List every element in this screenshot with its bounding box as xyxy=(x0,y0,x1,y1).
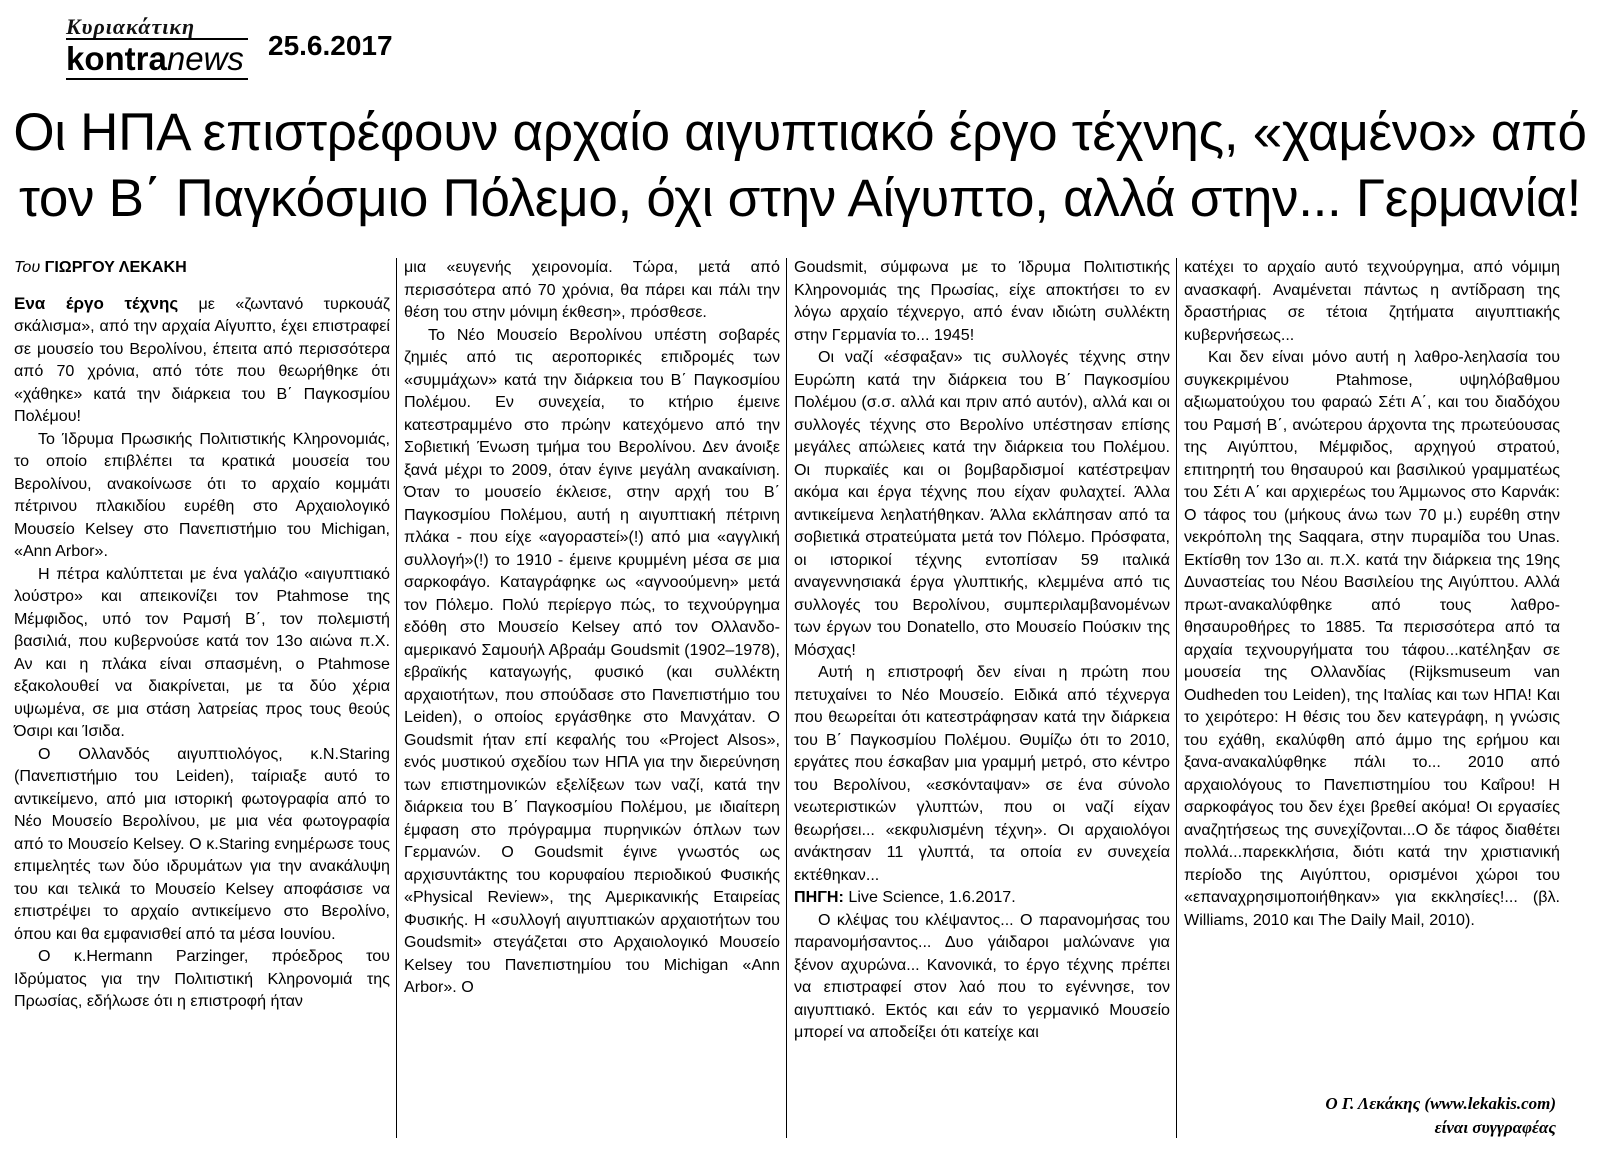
paragraph: κατέχει το αρχαίο αυτό τεχνούργημα, από νόμιμη ανασκαφή. Αναμένεται πάντως η αντίδραση της δραστήριας σε τέτοια ζητήματα αιγυπτιακής κυβερνήσεως... xyxy=(1184,258,1560,344)
source-text: Live Science, 1.6.2017. xyxy=(843,888,1016,906)
paragraph: μια «ευγενής χειρονομία. Τώρα, μετά από περισσότερα από 70 χρόνια, θα πάρει και πάλι την θέση του στην μόνιμη έκθεση», πρόσθεσε. xyxy=(404,258,780,321)
paragraph-text: με «ζωντανό τυρκουάζ σκάλισμα», από την αρχαία Αίγυπτο, έχει επιστραφεί σε μουσείο του Βερολίνου, έπειτα από περισσότερα από 70 χρόνια, από τότε που θεωρήθηκε ότι «χάθηκε» κατά την διάρκεια του Β΄ Παγκοσμίου Πολέμου! xyxy=(14,294,390,425)
paragraph: Το Νέο Μουσείο Βερολίνου υπέστη σοβαρές ζημιές από τις αεροπορικές επιδρομές των «συμμάχων» κατά την διάρκεια του Β΄ Παγκοσμίου Πολέμου. Εν συνεχεία, το κτήριο έμεινε κατεστραμμένο στο πρώην κατεχόμενο από την Σοβιετική Ένωση τμήμα του Βερολίνου. Δεν άνοιξε ξανά μέχρι το 2009, όταν έγινε μεγάλη ανακαίνιση. Όταν το μουσείο έκλεισε, στην αρχή του Β΄ Παγκοσμίου Πολέμου, αυτή η αιγυπτιακή πέτρινη πλάκα - που είχε «αγοραστεί»(!) από μια «αγγλική συλλογή»(!) το 1910 - έμεινε κρυμμένη μέσα σε μια σαρκοφάγο. Καταγράφηκε ως «αγνοούμενη» μετά τον Πόλεμο. Πολύ περίεργο πώς, το τεχνούργημα εδόθη στο Μουσείο Kelsey από τον Ολλανδο-αμερικανό Σαμουήλ Αβραάμ Goudsmit (1902–1978), εβραϊκής καταγωγής, φυσικό (και συλλέκτη αρχαιοτήτων, που σπούδασε στο Πανεπιστήμιο του Leiden), ο οποίος εργάσθηκε στο Μανχάταν. Ο Goudsmit ήταν επί κεφαλής του «Project Alsos», ενός μυστικού σχεδίου των ΗΠΑ για την διερεύνηση των επιστημονικών εξελίξεων των ναζί, κατά την διάρκεια του Β΄ Παγκοσμίου Πολέμου, με ιδιαίτερη έμφαση στο πρόγραμμα πυρηνικών όπλων των Γερμανών. Ο Goudsmit έγινε γνωστός ως αρχισυντάκτης του κορυφαίου περιοδικού Φυσικής «Physical Review», της Αμερικανικής Εταιρείας Φυσικής. Η «συλλογή αιγυπτιακών αρχαιοτήτων του Goudsmit» στεγάζεται στο Αρχαιολογικό Μουσείο Kelsey του Πανεπιστημίου του Michigan «Ann Arbor». Ο xyxy=(404,325,780,996)
paragraph: Ο κλέψας του κλέψαντος... Ο παρανομήσας του παρανομήσαντος... Δυο γάιδαροι μαλώνανε για ξένον αχυρώνα... Κανονικά, το έργο τέχνης πρέπει να επιστραφεί στον λαό που το εγέννησε, τον αιγυπτιακό. Εκτός και εάν το γερμανικό Μουσείο μπορεί να αποδείξει ότι κατείχε και xyxy=(794,910,1170,1041)
paragraph: Ο Ολλανδός αιγυπτιολόγος, κ.N.Staring (Πανεπιστήμιο του Leiden), ταίριαξε αυτό το αντικείμενο, από μια ιστορική φωτογραφία από το Νέο Μουσείο Βερολίνου, με μια νέα φωτογραφία από το Μουσείο Kelsey. Ο κ.Staring ενημέρωσε τους επιμελητές των δύο ιδρυμάτων για την ανακάλυψη του και τελικά το Μουσείο Kelsey αποφάσισε να επιστρέψει το αρχαίο αντικείμενο στο Βερολίνο, όπου και θα εμφανισθεί από τα μέσα Ιουνίου. xyxy=(14,744,390,943)
headline-line-1: Οι ΗΠΑ επιστρέφουν αρχαίο αιγυπτιακό έργο τέχνης, «χαμένο» από xyxy=(13,103,1587,162)
paragraph: Goudsmit, σύμφωνα με το Ίδρυμα Πολιτιστικής Κληρονομιάς της Πρωσίας, είχε αποκτήσει το εν λόγω αρχαίο τέχνεργο, από έναν ιδιώτη συλλέκτη στην Γερμανία το... 1945! xyxy=(794,258,1170,344)
article-body xyxy=(14,256,1574,1140)
source-label: ΠΗΓΗ: xyxy=(794,888,844,906)
lead-in: Ενα έργο τέχνης xyxy=(14,293,179,313)
article-column-1 xyxy=(14,256,390,1013)
paragraph: Και δεν είναι μόνο αυτή η λαθρο-λεηλασία του συγκεκριμένου Ptahmose, υψηλόβαθμου αξιωματούχου του φαραώ Σέτι Α΄, και του διαδόχου του Ραμσή Β΄, ανώτερου άρχοντα της πρωτεύουσας της Αιγύπτου, Μέμφιδος, αρχηγού στρατού, επιτηρητή του θησαυρού και βασιλικού γραμματέως του Σέτι Α΄ και αρχιερέως του Άμμωνος στο Καρνάκ: Ο τάφος του (μήκους άνω των 70 μ.) ευρέθη στην νεκρόπολη της Saqqara, στην πυραμίδα του Unas. Εκτίσθη τον 13ο αι. π.Χ. κατά την διάρκεια της 19ης Δυναστείας του Νέου Βασιλείου της Αιγύπτου. Αλλά πρωτ-ανακαλύφθηκε από τους λαθρο-θησαυροθήρες το 1885. Τα περισσότερα από τα αρχαία τεχνουργήματα του τάφου...κατέληξαν σε μουσεία της Ολλανδίας (Rijksmuseum van Oudheden του Leiden), της Ιταλίας και των ΗΠΑ! Και το χειρότερο: Η θέσις του δεν κατεγράφη, η γνώσις του εχάθη, εκαλύφθη από άμμο της ερήμου και ξανα-ανακαλύφθηκε πάλι το... 2010 από αρχαιολόγους το Πανεπιστημίου του Καΐρου! Η σαρκοφάγος του δεν έχει βρεθεί ακόμα! Οι εργασίες αναζητήσεως της συνεχίζονται...Ο δε τάφος διαθέτει πολλά...παρεκκλήσια, διότι κατά την χριστιανική περίοδο της Αιγύπτου, ορισμένοι χώροι του «επαναχρησιμοποιήθηκαν» για εκκλησίες!... (βλ. Williams, 2010 και The Daily Mail, 2010). xyxy=(1184,348,1560,929)
paragraph: Αυτή η επιστροφή δεν είναι η πρώτη που πετυχαίνει το Νέο Μουσείο. Ειδικά από τέχνεργα που θεωρείται ότι κατεστράφησαν κατά την διάρκεια του Β΄ Παγκοσμίου Πολέμου. Θυμίζω ότι το 2010, εργάτες που έσκαβαν μια γραμμή μετρό, στο κέντρο του Βερολίνου, «εσκόνταψαν» σε ένα σύνολο νεωτεριστικών γλυπτών, που οι ναζί είχαν θεωρήσει... «εκφυλισμένη τέχνη». Οι αρχαιολόγοι ανάκτησαν 11 γλυπτά, τα οποία εν συνεχεία εκτέθηκαν... xyxy=(794,663,1170,884)
issue-date: 25.6.2017 xyxy=(268,30,393,61)
paragraph: Το Ίδρυμα Πρωσικής Πολιτιστικής Κληρονομιάς, το οποίο επιβλέπει τα κρατικά μουσεία του Βερολίνου, ανακοίνωσε ότι το αρχαίο κομμάτι πέτρινου πλακιδίου ευρέθη στο Αρχαιολογικό Μουσείο Kelsey στο Πανεπιστήμιο του Michigan, «Ann Arbor». xyxy=(14,429,390,560)
masthead-subtitle: Κυριακάτικη xyxy=(66,14,196,39)
byline-prefix: Του xyxy=(14,258,45,276)
paragraph xyxy=(14,293,390,428)
article-column-2 xyxy=(404,256,780,999)
headline-line-2: τον Β΄ Παγκόσμιο Πόλεμο, όχι στην Αίγυπτο, αλλά στην... Γερμανία! xyxy=(18,169,1581,228)
masthead-logo xyxy=(66,14,256,77)
masthead-brand-kontra: kontra xyxy=(66,40,167,77)
headline xyxy=(10,100,1590,232)
signature-line-1: Ο Γ. Λεκάκης (www.lekakis.com) xyxy=(1325,1094,1556,1113)
article-column-3 xyxy=(794,256,1170,1044)
paragraph: Οι ναζί «έσφαξαν» τις συλλογές τέχνης στην Ευρώπη κατά την διάρκεια του Β΄ Παγκοσμίου Πολέμου (σ.σ. αλλά και πριν από αυτόν), αλλά και οι συλλογές τέχνης στο Βερολίνο υπέστησαν επίσης μεγάλες απώλειες κατά την διάρκεια του Πολέμου. Οι πυρκαϊές και οι βομβαρδισμοί κατέστρεψαν ακόμα και έργα τέχνης που είχαν φυλαχτεί. Άλλα αντικείμενα λεηλατήθηκαν. Άλλα εκλάπησαν από τα σοβιετικά στρατεύματα μετά τον Πόλεμο. Πρόσφατα, οι ιστορικοί τέχνης εντοπίσαν 59 ιταλικά αναγεννησιακά έργα γλυπτικής, κλεμμένα από τις συλλογές του Βερολίνου, συμπεριλαμβανομένων των έργων του Donatello, στο Μουσείο Πούσκιν της Μόσχας! xyxy=(794,348,1170,659)
masthead-brand-news: news xyxy=(166,40,244,77)
signature-line-2: είναι συγγραφέας xyxy=(1434,1118,1556,1137)
article-column-4 xyxy=(1184,256,1560,931)
source-line xyxy=(794,886,1170,909)
byline xyxy=(14,256,390,279)
author-signature xyxy=(1176,1092,1556,1140)
paragraph: Η πέτρα καλύπτεται με ένα γαλάζιο «αιγυπτιακό λούστρο» και απεικονίζει τον Ptahmose της Μέμφιδος, υπό τον Ραμσή Β΄, τον πολεμιστή βασιλιά, που κυβερνούσε κατά τον 13ο αιώνα π.Χ. Αν και η πλάκα είναι σπασμένη, ο Ptahmose εξακολουθεί να διακρίνεται, με τα δύο χέρια υψωμένα, σε μια στάση λατρείας προς τους θεούς Όσιρι και Ίσιδα. xyxy=(14,564,390,740)
masthead-brand xyxy=(66,38,248,80)
paragraph: Ο κ.Hermann Parzinger, πρόεδρος του Ιδρύματος για την Πολιτιστική Κληρονομιά της Πρωσίας, εδήλωσε ότι η επιστροφή ήταν xyxy=(14,947,390,1010)
byline-author: ΓΙΩΡΓΟΥ ΛΕΚΑΚΗ xyxy=(44,258,187,276)
